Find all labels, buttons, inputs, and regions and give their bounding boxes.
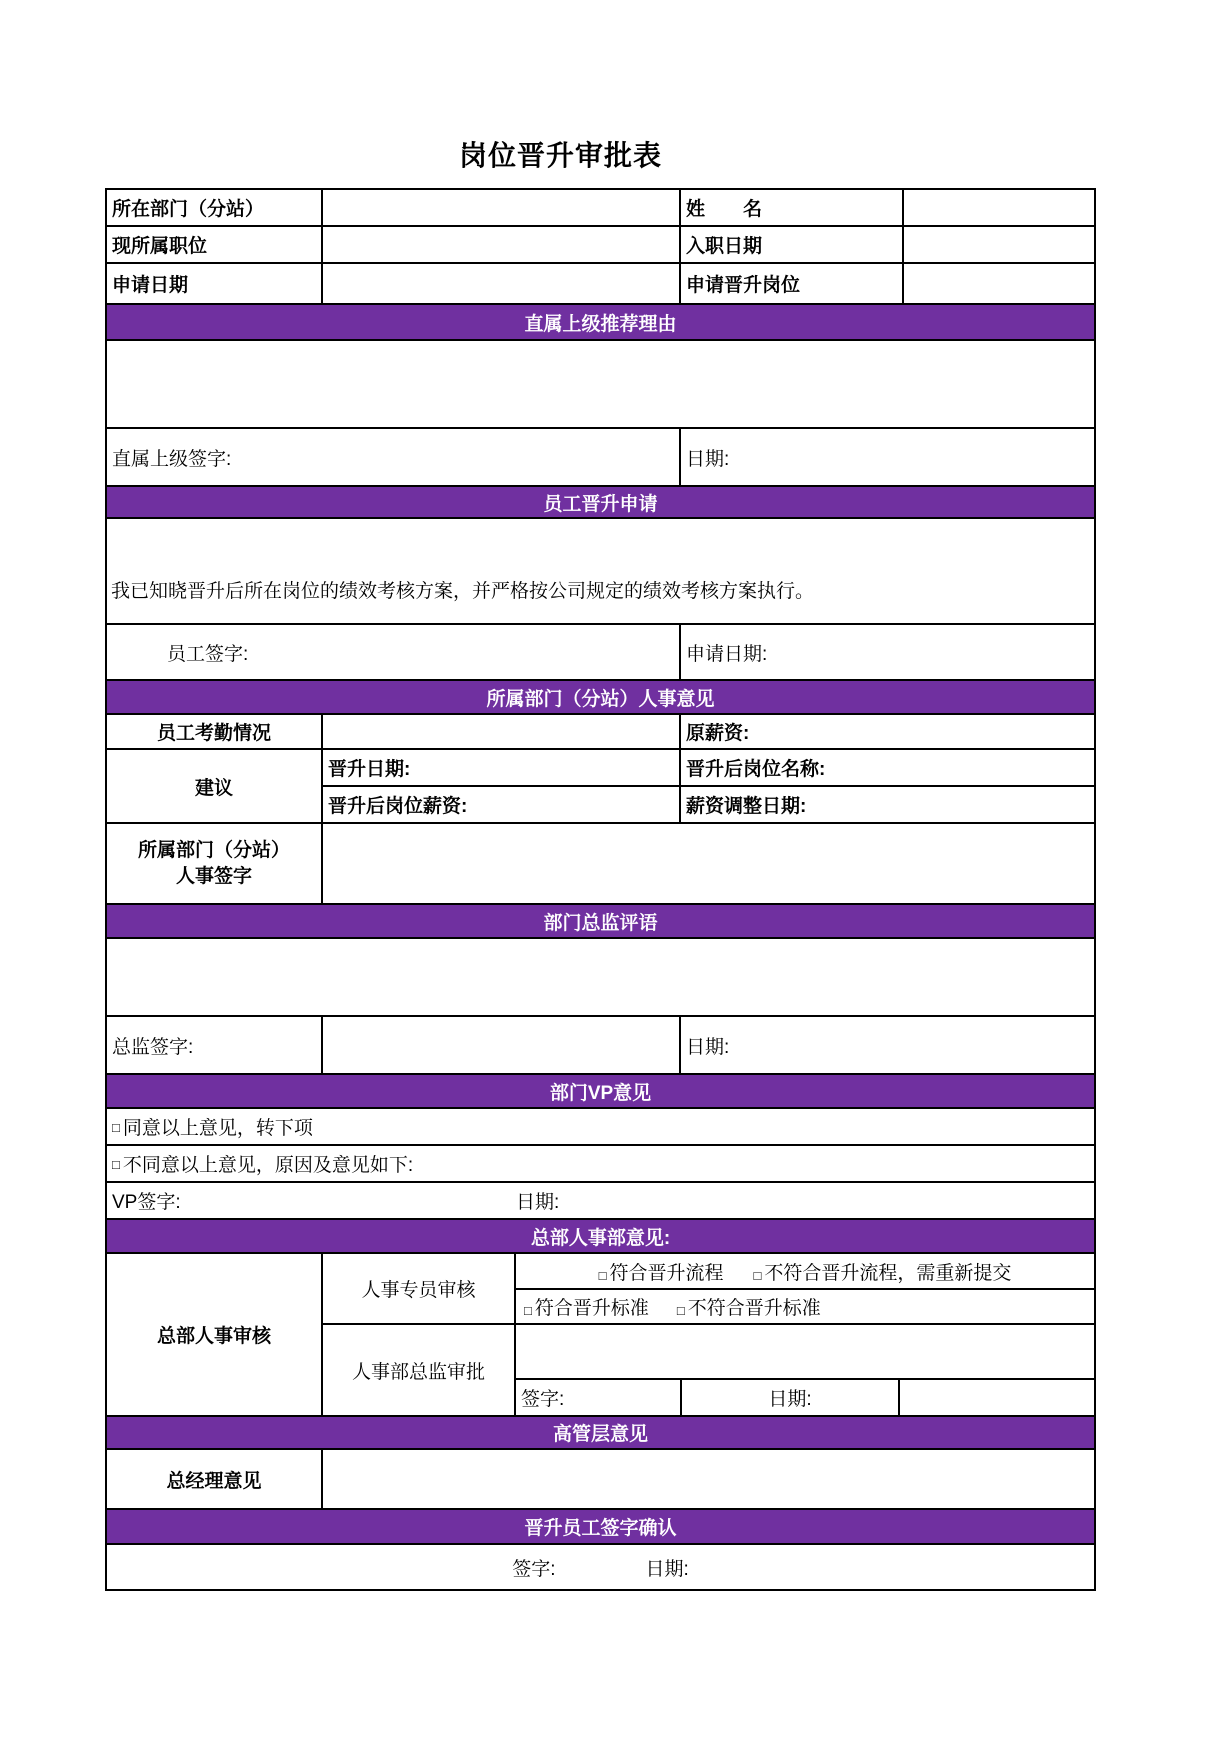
standard-pass-option[interactable] (524, 1293, 649, 1320)
hq-hr-mid-column (323, 1254, 516, 1415)
info-row-apply-date (107, 264, 1094, 305)
dept-hr-section-header: 所属部门（分站）人事意见 (107, 681, 1094, 715)
dept-hr-sign-label (107, 824, 323, 903)
hq-date-label[interactable]: 日期: (682, 1380, 900, 1415)
director-sign-cell[interactable] (323, 1017, 681, 1073)
hq-hr-review-block (107, 1254, 1094, 1417)
attendance-value-cell[interactable] (323, 715, 681, 748)
executive-section-header: 高管层意见 (107, 1417, 1094, 1450)
employee-statement: 我已知晓晋升后所在岗位的绩效考核方案，并严格按公司规定的绩效考核方案执行。 (111, 581, 815, 602)
suggestion-label: 建议 (107, 750, 323, 822)
suggestion-left-column (323, 750, 681, 822)
agree-checkbox-icon[interactable]: □ (112, 1120, 120, 1135)
standard-fail-checkbox-icon[interactable]: □ (676, 1303, 685, 1318)
director-section-header: 部门总监评语 (107, 905, 1094, 939)
employee-sign-row (107, 625, 1094, 681)
apply-date-value-cell[interactable] (323, 264, 681, 303)
standard-fail-option[interactable] (677, 1293, 821, 1320)
attendance-row (107, 715, 1094, 750)
disagree-checkbox-icon[interactable]: □ (112, 1157, 120, 1172)
process-fail-option[interactable] (754, 1258, 1012, 1285)
agree-option-label: 同意以上意见，转下项 (122, 1118, 313, 1139)
director-sign-label[interactable]: 总监签字: (107, 1017, 323, 1073)
confirm-sign-cells (107, 1545, 1094, 1589)
name-value-cell[interactable] (904, 190, 1094, 225)
confirm-date-label[interactable]: 日期: (645, 1558, 689, 1580)
salary-adjust-date-label[interactable]: 薪资调整日期: (686, 796, 807, 817)
employee-statement-row (107, 519, 1094, 625)
vp-disagree-row (107, 1146, 1094, 1183)
vp-sign-row (107, 1183, 1094, 1220)
employee-apply-date-label[interactable]: 申请日期: (686, 643, 768, 665)
process-pass-checkbox-icon[interactable]: □ (598, 1267, 607, 1283)
promotion-approval-table (105, 188, 1096, 1591)
supervisor-sign-label[interactable]: 直属上级签字: (107, 429, 681, 485)
target-position-value-cell[interactable] (904, 264, 1094, 303)
hq-sign-row (516, 1380, 1094, 1415)
hr-director-approve-label: 人事部总监审批 (351, 1361, 485, 1383)
confirm-section-header: 晋升员工签字确认 (107, 1510, 1094, 1545)
vp-disagree-option[interactable] (107, 1146, 1094, 1181)
hq-sign-extra-cell[interactable] (900, 1380, 1094, 1415)
dept-hr-sign-row (107, 824, 1094, 905)
original-salary-label[interactable]: 原薪资: (686, 723, 750, 744)
director-comment-cell[interactable] (107, 939, 1094, 1015)
vp-section-header: 部门VP意见 (107, 1075, 1094, 1109)
employee-section-header: 员工晋升申请 (107, 487, 1094, 519)
apply-date-label: 申请日期 (107, 264, 323, 303)
department-value-cell[interactable] (323, 190, 681, 225)
supervisor-date-label[interactable]: 日期: (686, 448, 730, 470)
department-label: 所在部门（分站） (107, 190, 323, 225)
standard-fail-label: 不符合晋升标准 (687, 1298, 821, 1319)
supervisor-comment-cell[interactable] (107, 341, 1094, 427)
info-row-department (107, 190, 1094, 227)
target-position-label: 申请晋升岗位 (681, 264, 904, 303)
dept-hr-sign-label-line1: 所属部门（分站） (137, 839, 290, 861)
vp-date-label[interactable]: 日期: (516, 1192, 560, 1213)
director-comment-row (107, 939, 1094, 1017)
dept-hr-sign-label-line2: 人事签字 (175, 865, 252, 887)
specialist-review-label: 人事专员审核 (323, 1254, 514, 1325)
hq-hr-section-header: 总部人事部意见: (107, 1220, 1094, 1254)
suggestion-block (107, 750, 1094, 824)
dept-hr-sign-cell[interactable] (323, 824, 1094, 903)
new-salary-label[interactable]: 晋升后岗位薪资: (328, 796, 468, 817)
hq-sign-label[interactable]: 签字: (516, 1380, 682, 1415)
attendance-label: 员工考勤情况 (107, 715, 323, 748)
supervisor-comment-row (107, 341, 1094, 429)
standard-pass-label: 符合晋升标准 (534, 1298, 649, 1319)
name-label: 姓 名 (681, 190, 904, 225)
current-position-value-cell[interactable] (323, 227, 681, 262)
process-fail-label: 不符合晋升流程，需重新提交 (764, 1262, 1012, 1284)
confirm-sign-row (107, 1545, 1094, 1589)
process-pass-label: 符合晋升流程 (609, 1262, 724, 1284)
process-options-row (516, 1254, 1094, 1290)
hire-date-value-cell[interactable] (904, 227, 1094, 262)
confirm-sign-label[interactable]: 签字: (512, 1558, 556, 1580)
new-position-label[interactable]: 晋升后岗位名称: (681, 750, 1094, 787)
hr-director-approve-cell[interactable] (516, 1325, 1094, 1380)
supervisor-section-header: 直属上级推荐理由 (107, 305, 1094, 341)
hq-hr-review-label: 总部人事审核 (107, 1254, 323, 1415)
supervisor-sign-row (107, 429, 1094, 487)
gm-opinion-cell[interactable] (323, 1450, 1094, 1508)
director-sign-row (107, 1017, 1094, 1075)
process-fail-checkbox-icon[interactable]: □ (753, 1267, 762, 1283)
hire-date-label: 入职日期 (681, 227, 904, 262)
vp-agree-option[interactable] (107, 1109, 1094, 1144)
promotion-date-label[interactable]: 晋升日期: (323, 750, 679, 787)
gm-opinion-row (107, 1450, 1094, 1510)
standard-options-row (516, 1290, 1094, 1325)
director-date-label[interactable]: 日期: (686, 1036, 730, 1058)
suggestion-right-column (681, 750, 1094, 822)
current-position-label: 现所属职位 (107, 227, 323, 262)
standard-pass-checkbox-icon[interactable]: □ (524, 1303, 532, 1318)
vp-sign-label[interactable]: VP签字: (112, 1192, 181, 1213)
info-row-position (107, 227, 1094, 264)
process-pass-option[interactable] (599, 1258, 724, 1285)
vp-agree-row (107, 1109, 1094, 1146)
employee-sign-label[interactable]: 员工签字: (107, 625, 681, 679)
gm-opinion-label: 总经理意见 (107, 1450, 323, 1508)
disagree-option-label: 不同意以上意见，原因及意见如下: (122, 1155, 414, 1176)
page-title: 岗位晋升审批表 (458, 140, 662, 171)
hq-hr-right-column (516, 1254, 1094, 1415)
